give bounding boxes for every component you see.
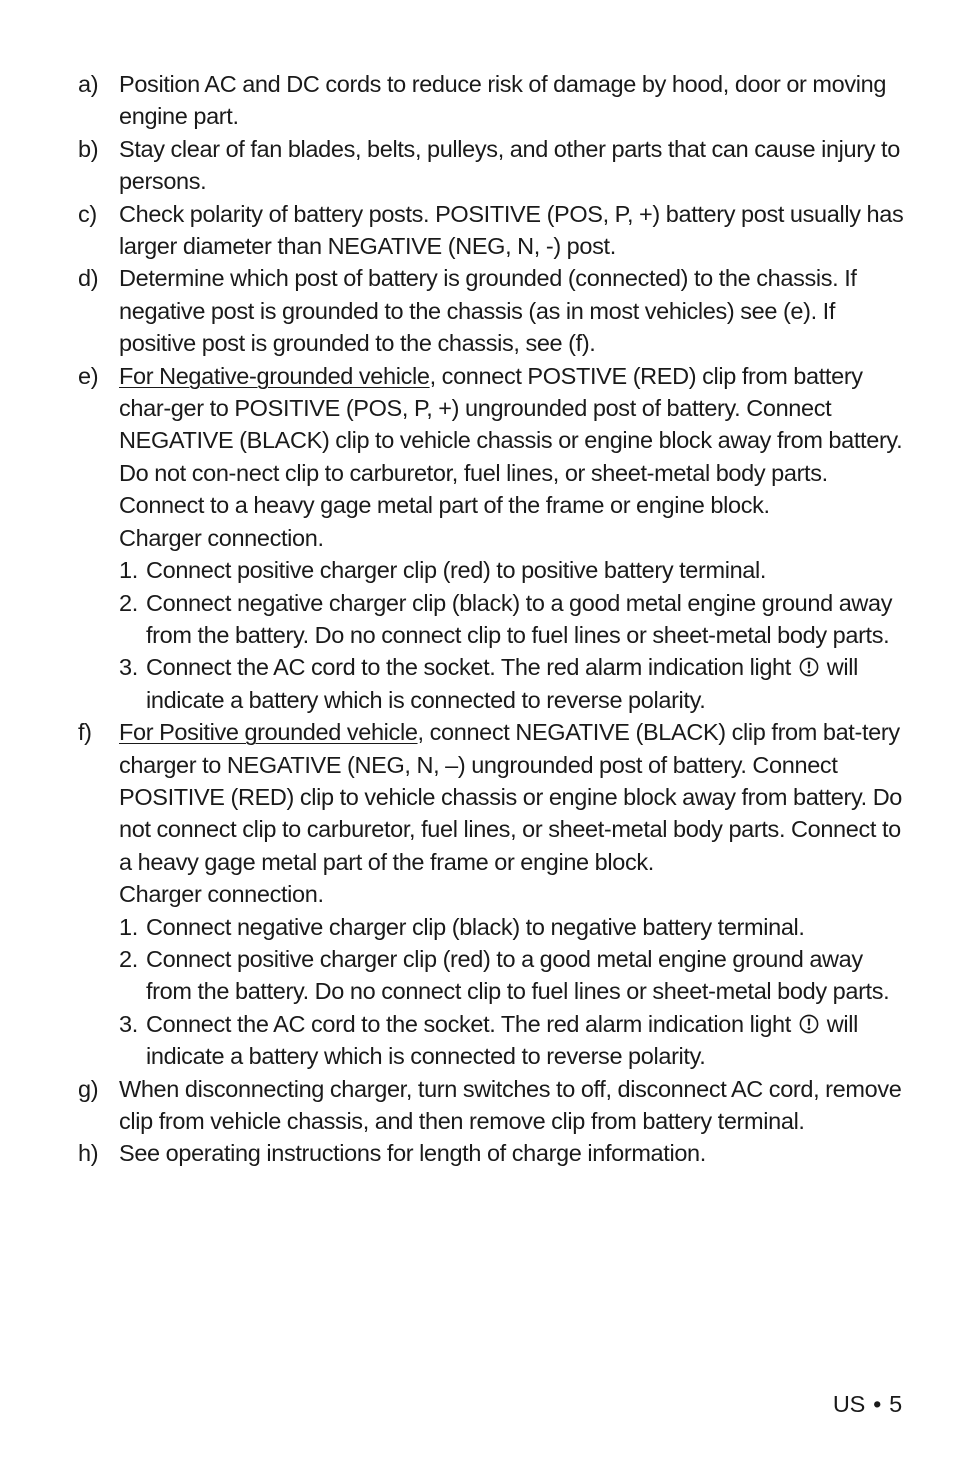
item-paragraph [119,360,908,522]
step-item [119,554,908,586]
list-item-h [78,1137,908,1169]
item-body [119,360,908,716]
step-item [119,911,908,943]
step-text-after: will indicate a battery which is connected to reverse polarity. [146,654,858,713]
step-text-before: Connect the AC cord to the socket. The red alarm indication light [146,1010,791,1037]
item-body [119,716,908,1072]
footer-separator: • [873,1391,882,1417]
item-paragraph [119,716,908,878]
item-text: Position AC and DC cords to reduce risk of damage by hood, door or moving engine part. [119,71,887,130]
charger-connection-heading: Charger connection. [119,524,324,551]
exclamation-circle-icon [799,657,819,677]
item-heading-underlined: For Positive grounded vehicle [119,719,418,746]
list-item-c [78,198,908,263]
step-number: 2. [119,589,138,616]
exclamation-circle-icon [799,1014,819,1034]
item-heading-underlined: For Negative-grounded vehicle [119,362,430,389]
step-text: Connect negative charger clip (black) to a good metal engine ground away from the battery. Do no connect clip to fuel lines or sheet-metal body parts. [146,589,893,648]
list-item-b [78,133,908,198]
step-number: 1. [119,913,138,940]
step-number: 3. [119,654,138,681]
charger-connection-heading: Charger connection. [119,881,324,908]
step-item [119,1008,908,1073]
page-footer [833,1388,902,1420]
step-text [146,1008,908,1073]
step-text [146,651,908,716]
item-text: Determine which post of battery is grounded (connected) to the chassis. If negative post is grounded to the chassis (as in most vehicles) see (e). If positive post is grounded to the chassis, see (f). [119,265,857,357]
item-letter: g) [78,1075,99,1102]
step-text: Connect negative charger clip (black) to negative battery terminal. [146,913,805,940]
step-text: Connect positive charger clip (red) to a good metal engine ground away from the battery. Do no connect clip to fuel lines or sheet-metal body parts. [146,945,890,1005]
item-text: See operating instructions for length of charge information. [119,1140,706,1167]
page-number: 5 [889,1391,902,1417]
step-number: 2. [119,945,138,972]
step-text-after: will indicate a battery which is connected to reverse polarity. [146,1010,858,1070]
list-item-g [78,1073,908,1138]
step-number: 1. [119,557,138,584]
footer-region: US [832,1391,866,1417]
item-letter: d) [78,265,99,292]
step-item [119,651,908,716]
item-text: Stay clear of fan blades, belts, pulleys, and other parts that can cause injury to persons. [119,135,900,195]
item-letter: a) [78,71,99,97]
item-text: , connect POSTIVE (RED) clip from battery char-ger to POSITIVE (POS, P, +) ungrounded post of battery. Connect NEGATIVE (BLACK) clip to vehicle chassis or engine block away from battery. Do not con-nect clip to carburetor, fuel lines, or sheet-metal body parts. Connect to a heavy gage metal part of the frame or engine block. [119,362,903,519]
item-text: Check polarity of battery posts. POSITIVE (POS, P, +) battery post usually has larger diameter than NEGATIVE (NEG, N, -) post. [119,200,904,260]
item-text: When disconnecting charger, turn switches to off, disconnect AC cord, remove clip from vehicle chassis, and then remove clip from battery terminal. [119,1075,902,1134]
step-item [119,587,908,652]
step-text-before: Connect the AC cord to the socket. The red alarm indication light [146,654,791,681]
step-number: 3. [119,1010,138,1037]
step-item [119,943,908,1008]
item-letter: b) [78,135,99,162]
step-text: Connect positive charger clip (red) to positive battery terminal. [146,557,767,584]
list-item-a [78,68,908,133]
instruction-list [78,68,908,1170]
item-letter: f) [78,719,92,746]
list-item-d [78,262,908,359]
item-text: , connect NEGATIVE (BLACK) clip from bat-tery charger to NEGATIVE (NEG, N, –) ungrounded post of battery. Connect POSITIVE (RED) clip to vehicle chassis or engine block away from battery. Do not connect clip to carburetor, fuel lines, or sheet-metal body parts. Connect to a heavy gage metal part of the frame or engine block. [119,719,903,875]
item-letter: h) [78,1140,99,1167]
list-item-e [78,360,908,716]
list-item-f [78,716,908,1072]
item-letter: c) [78,200,97,227]
item-letter: e) [78,362,99,389]
